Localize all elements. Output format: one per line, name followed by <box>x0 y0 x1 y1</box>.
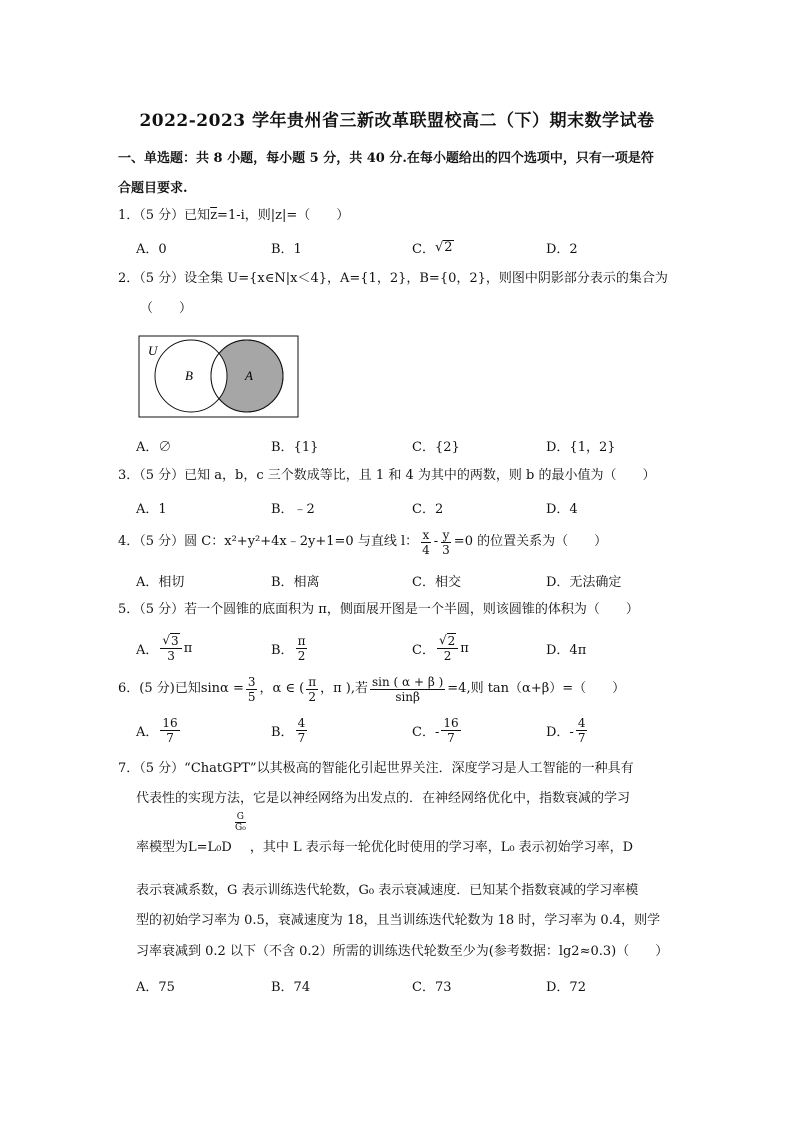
q4-option-c[interactable]: C．相交 <box>412 574 461 590</box>
q3-option-b[interactable]: B．﹣2 <box>271 501 315 517</box>
q2-option-a[interactable]: A．∅ <box>136 439 172 455</box>
q7-line-4: 表示衰减系数，G 表示训练迭代轮数，G₀ 表示衰减速度．已知某个指数衰减的学习率模 <box>136 883 639 898</box>
section-line-1: 一、单选题：共 8 小题，每小题 5 分，共 40 分.在每小题给出的四个选项中，只有一项是符 <box>118 151 654 166</box>
q4-suffix: =0 的位置关系为（ ） <box>453 534 608 549</box>
q4-options <box>136 568 676 592</box>
section-line-2: 合题目要求. <box>118 181 188 196</box>
q2-option-d[interactable]: D．{1，2} <box>546 439 616 455</box>
question-6: 6．(5 分)已知 sinα = $\frac{3}{5}$ ，α ∈ ( $\frac{\pi}{2}$ ，π ),若 $\frac{\sin ( \alpha + \beta )}{\sin\beta}$ =4,则 tan（α+β）=（ ） <box>118 674 626 704</box>
q7-formula: L=L₀D $\frac{G}{\text{G₀}}$ <box>188 812 246 855</box>
venn-label-a: A <box>245 368 253 383</box>
q5-option-b[interactable]: B． $\frac{\pi}{2}$ <box>271 633 306 663</box>
q1-prefix: 1．（5 分）已知 <box>118 208 211 223</box>
q6-prefix: 6．(5 分)已知 <box>118 681 201 696</box>
q1-rest: =1-i，则|z|=（ ） <box>217 208 350 223</box>
question-5: 5．（5 分）若一个圆锥的底面积为 π，侧面展开图是一个半圆，则该圆锥的体积为（ ） <box>118 602 639 617</box>
q5-option-d[interactable]: D．4π <box>546 642 587 658</box>
q5-options <box>136 630 676 666</box>
exam-title: 2022-2023 学年贵州省三新改革联盟校高二（下）期末数学试卷 <box>139 111 655 131</box>
q5-option-a[interactable]: A． √ 3 3 π <box>136 633 193 663</box>
q6-fraction-pi-2: $\frac{\pi}{2}$ <box>308 674 317 704</box>
q7-options <box>136 973 676 997</box>
q7-option-a[interactable]: A．75 <box>136 979 175 995</box>
q1-option-c[interactable]: C． √ 2 <box>412 239 453 257</box>
q1-option-b[interactable]: B．1 <box>271 241 302 257</box>
sqrt-symbol: √ 2 <box>434 239 453 255</box>
q4-minus: - <box>433 534 439 549</box>
question-1 <box>118 206 678 226</box>
venn-diagram <box>138 335 300 419</box>
q6-fraction-3-5: $\frac{3}{5}$ <box>247 674 256 704</box>
q6-options <box>136 712 676 748</box>
q3-options <box>136 495 676 519</box>
q7-line-1: 7．（5 分）“ChatGPT”以其极高的智能化引起世界关注．深度学习是人工智能的一种具有 <box>118 761 634 776</box>
q7-line-3: 率模型为 L=L₀D $\frac{G}{\text{G₀}}$ ，其中 L 表示每一轮优化时使用的学习率，L₀ 表示初始学习率，D <box>136 818 696 858</box>
q6-option-c[interactable]: C．- $\frac{16}{7}$ <box>412 715 459 745</box>
q4-option-b[interactable]: B．相离 <box>271 574 320 590</box>
q1-option-a[interactable]: A．0 <box>136 241 167 257</box>
q3-option-d[interactable]: D．4 <box>546 501 578 517</box>
q7-line-5: 型的初始学习率为 0.5，衰减速度为 18，且当训练迭代轮数为 18 时，学习率为 0.4，则学 <box>136 913 661 928</box>
q2-option-b[interactable]: B．{1} <box>271 439 319 455</box>
q6-option-b[interactable]: B． $\frac{4}{7}$ <box>271 715 306 745</box>
q2-option-c[interactable]: C．{2} <box>412 439 460 455</box>
q4-option-d[interactable]: D．无法确定 <box>546 574 622 590</box>
q7-option-b[interactable]: B．74 <box>271 979 311 995</box>
q3-option-a[interactable]: A．1 <box>136 501 167 517</box>
q1-z-bar: $\overline{z}$ <box>210 208 218 223</box>
q6-sin-alpha: sinα = <box>200 681 244 696</box>
venn-label-u: U <box>148 343 158 358</box>
q5-option-c[interactable]: C． √ 2 2 π <box>412 633 469 663</box>
q2-line-1: 2．（5 分）设全集 U={x∈N|x＜4}，A={1，2}，B={0，2}，则图中阴影部分表示的集合为 <box>118 271 668 286</box>
q7-option-c[interactable]: C．73 <box>412 979 452 995</box>
q2-options <box>136 433 676 457</box>
q7-option-d[interactable]: D．72 <box>546 979 586 995</box>
q3-option-c[interactable]: C．2 <box>412 501 444 517</box>
q4-prefix: 4．（5 分）圆 C：x²+y²+4x﹣2y+1=0 与直线 l： <box>118 534 419 549</box>
q6-fraction-sin-ratio: $\frac{\sin ( \alpha + \beta )}{\sin\beta}$ <box>372 674 444 704</box>
q6-suffix: =4,则 tan（α+β）=（ ） <box>447 681 626 696</box>
q1-option-d[interactable]: D．2 <box>546 241 578 257</box>
question-3: 3．（5 分）已知 a，b，c 三个数成等比，且 1 和 4 为其中的两数，则 b 的最小值为（ ） <box>118 468 656 483</box>
q7-line-6: 习率衰减到 0.2 以下（不含 0.2）所需的训练迭代轮数至少为(参考数据：lg2≈0.3)（ ） <box>136 944 669 959</box>
q7-line-2: 代表性的实现方法，它是以神经网络为出发点的．在神经网络优化中，指数衰减的学习 <box>136 791 631 806</box>
q4-fraction-y3: $\frac{y}{3}$ <box>442 527 450 557</box>
q6-option-d[interactable]: D．- $\frac{4}{7}$ <box>546 715 586 745</box>
q4-fraction-x4: $\frac{x}{4}$ <box>422 527 430 557</box>
q6-option-a[interactable]: A． $\frac{16}{7}$ <box>136 715 178 745</box>
question-4 <box>118 526 678 558</box>
q2-line-2: （ ） <box>140 301 193 316</box>
q7-exponent-fraction: $\frac{G}{\text{G₀}}$ <box>235 812 246 833</box>
venn-label-b: B <box>185 368 193 383</box>
q4-option-a[interactable]: A．相切 <box>136 574 185 590</box>
question-2 <box>118 269 678 289</box>
q1-options <box>136 235 676 259</box>
section-heading <box>118 144 678 204</box>
